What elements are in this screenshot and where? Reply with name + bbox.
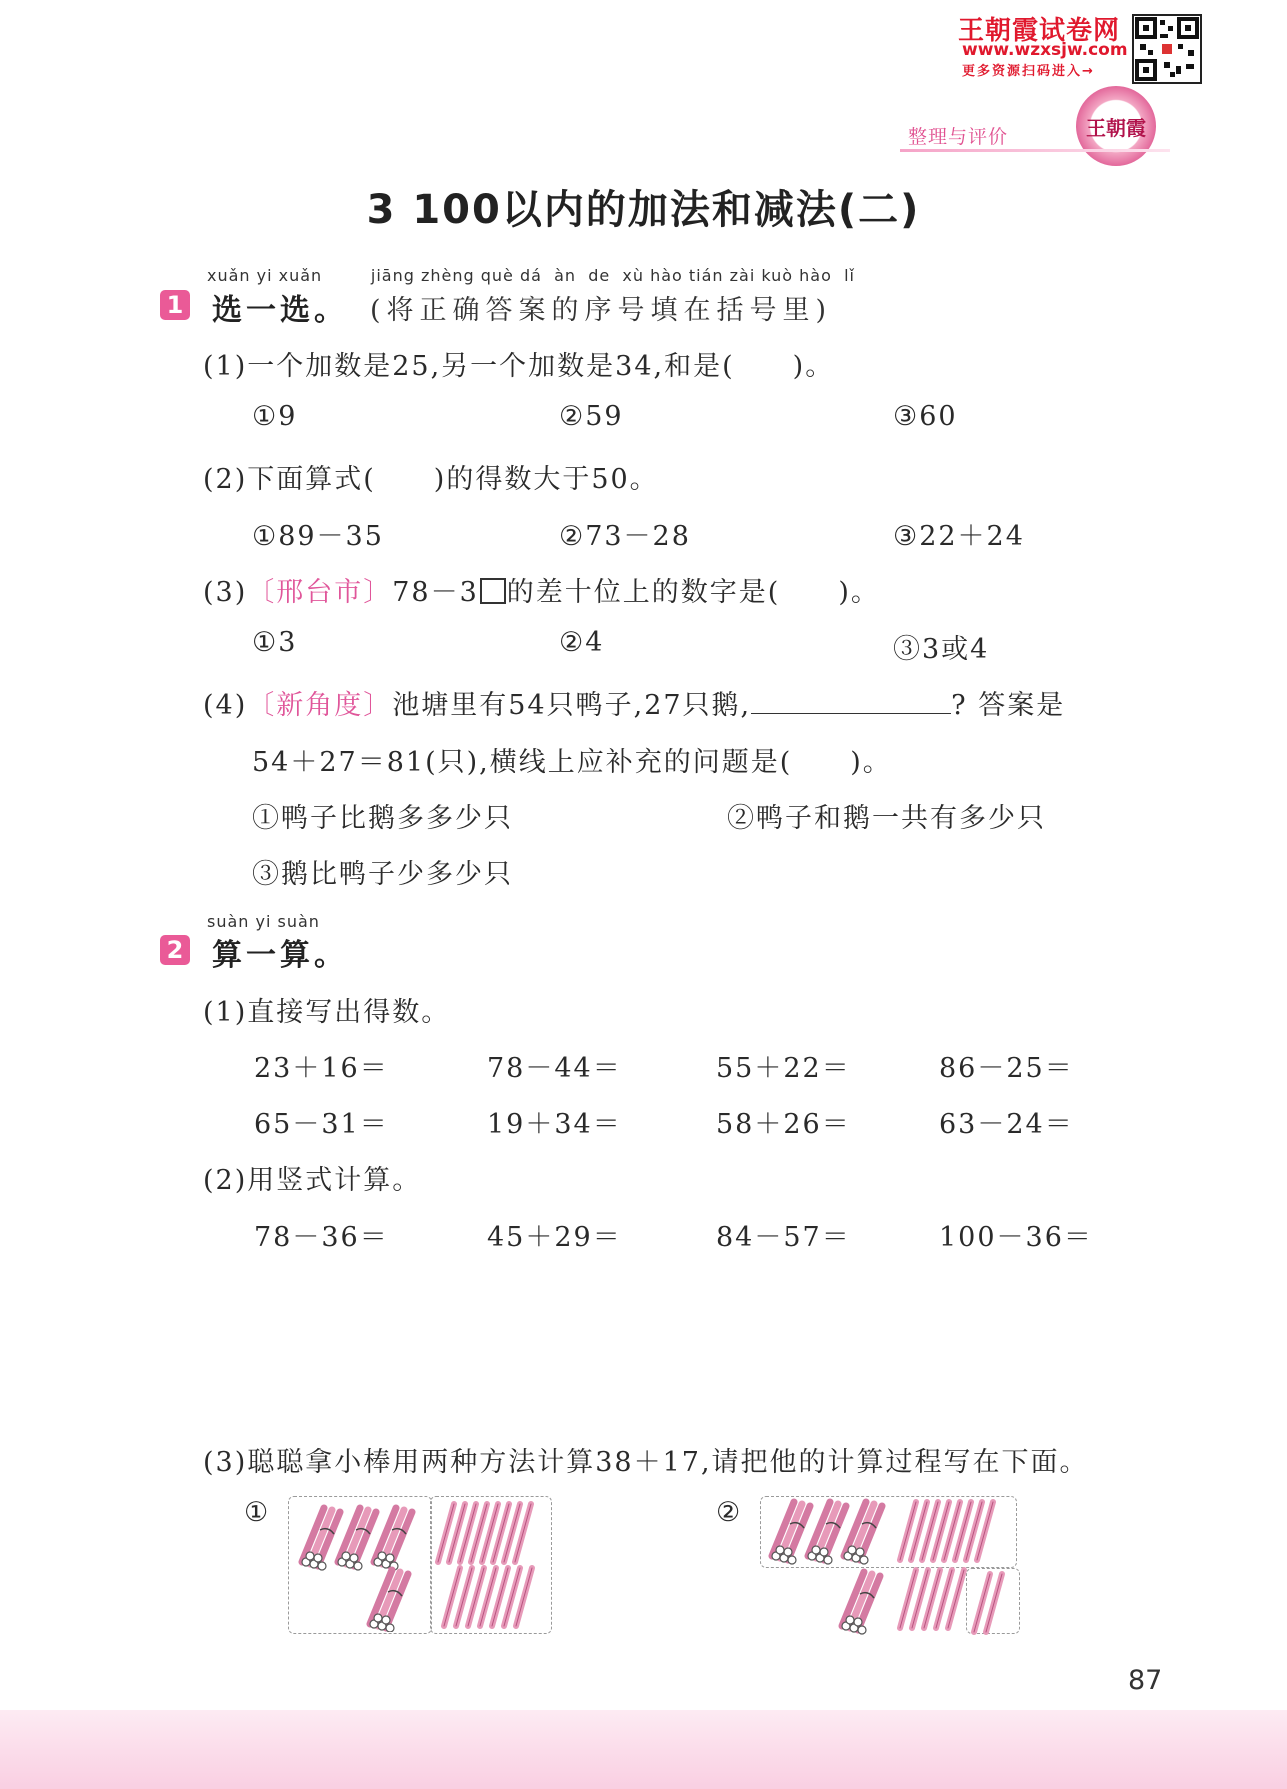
seal-text: 王朝霞	[1086, 115, 1146, 140]
q1-item3-rest: 的差十位上的数字是( )。	[506, 577, 880, 608]
q1-item1: (1)一个加数是25,另一个加数是34,和是( )。	[203, 351, 835, 382]
q1-item4-tag: 〔新角度〕	[247, 690, 393, 721]
brand-title: 王朝霞试卷网	[958, 16, 1121, 46]
brand-seal-logo	[1076, 86, 1156, 166]
q1-item3-number: (3)	[203, 577, 248, 608]
q2-pinyin: suàn yi suàn	[207, 912, 320, 931]
vertical-calc-4: 100－36＝	[939, 1222, 1093, 1253]
q1-item4-number: (4)	[203, 690, 248, 721]
stick-bundle	[844, 1502, 882, 1564]
oral-calc-3: 55＋22＝	[716, 1053, 851, 1084]
q1-pinyin: xuǎn yi xuǎn jiāng zhèng què dá àn de xù hào tián zài kuò hào lǐ	[207, 266, 855, 285]
q1-heading: 选一选。	[212, 293, 348, 328]
q1-item3-option3[interactable]: ③3或4	[893, 634, 990, 665]
stick-bundle	[772, 1502, 810, 1564]
section-tag: 整理与评价	[908, 126, 1009, 148]
qr-code-icon[interactable]	[1132, 14, 1202, 84]
vertical-calc-1: 78－36＝	[254, 1222, 389, 1253]
stick-bundle	[338, 1508, 376, 1570]
oral-calc-7: 58＋26＝	[716, 1109, 851, 1140]
q1-item4-rest: ? 答案是	[951, 690, 1066, 721]
q1-item2: (2)下面算式( )的得数大于50。	[203, 464, 659, 495]
method2-sticks-figure	[760, 1496, 1022, 1636]
oral-calc-6: 19＋34＝	[487, 1109, 622, 1140]
q1-item3-option1[interactable]: ①3	[252, 627, 298, 658]
stick-bundle	[808, 1502, 846, 1564]
stick-bundle	[842, 1572, 880, 1634]
oral-calc-2: 78－44＝	[487, 1053, 622, 1084]
stick-bundle	[302, 1508, 340, 1570]
q1-item4-line2: 54＋27＝81(只),横线上应补充的问题是( )。	[252, 747, 892, 778]
page-number: 87	[1128, 1665, 1163, 1696]
vertical-calc-3: 84－57＝	[716, 1222, 851, 1253]
q1-number-badge: 1	[160, 290, 190, 320]
q1-item1-option3[interactable]: ③60	[893, 401, 958, 432]
stick-bundle	[370, 1570, 408, 1632]
q2-part1-label: (1)直接写出得数。	[203, 997, 451, 1028]
q2-part3-label: (3)聪聪拿小棒用两种方法计算38＋17,请把他的计算过程写在下面。	[203, 1447, 1089, 1478]
section-underline	[900, 149, 1170, 152]
q1-item1-option2[interactable]: ②59	[559, 401, 624, 432]
method1-marker: ①	[244, 1497, 271, 1528]
q1-item3-option2[interactable]: ②4	[559, 627, 605, 658]
oral-calc-1: 23＋16＝	[254, 1053, 389, 1084]
method2-marker: ②	[716, 1497, 743, 1528]
blank-square[interactable]	[480, 578, 506, 604]
q1-item4-option2[interactable]: ②鸭子和鹅一共有多少只	[727, 803, 1046, 834]
q1-item3-expr: 78－3	[392, 577, 479, 608]
answer-blank-line[interactable]	[751, 691, 951, 714]
vertical-calc-2: 45＋29＝	[487, 1222, 622, 1253]
q1-item4-stem: 池塘里有54只鸭子,27只鹅,	[392, 690, 752, 721]
q2-number-badge: 2	[160, 935, 190, 965]
q1-item3-region-tag: 〔邢台市〕	[247, 577, 393, 608]
q2-part2-label: (2)用竖式计算。	[203, 1165, 422, 1196]
stick-bundle	[374, 1508, 412, 1570]
brand-more: 更多资源扫码进入→	[962, 64, 1095, 79]
q1-item2-option2[interactable]: ②73－28	[559, 521, 691, 552]
q1-item2-option3[interactable]: ③22＋24	[893, 521, 1025, 552]
q1-instruction: (将正确答案的序号填在括号里)	[370, 295, 833, 326]
oral-calc-8: 63－24＝	[939, 1109, 1074, 1140]
q1-item2-option1[interactable]: ①89－35	[252, 521, 384, 552]
q1-item4-option1[interactable]: ①鸭子比鹅多多少只	[252, 803, 513, 834]
oral-calc-4: 86－25＝	[939, 1053, 1074, 1084]
q1-item1-option1[interactable]: ①9	[252, 401, 298, 432]
q1-item4-option3[interactable]: ③鹅比鸭子少多少只	[252, 859, 513, 890]
q2-heading: 算一算。	[212, 938, 348, 973]
brand-url[interactable]: www.wzxsjw.com	[962, 40, 1128, 60]
oral-calc-5: 65－31＝	[254, 1109, 389, 1140]
q1-item4	[203, 683, 1065, 722]
page-title: 3 100以内的加法和减法(二)	[366, 187, 921, 233]
footer-band	[0, 1710, 1287, 1789]
q1-item3	[203, 570, 880, 609]
method1-sticks-figure	[288, 1496, 550, 1632]
